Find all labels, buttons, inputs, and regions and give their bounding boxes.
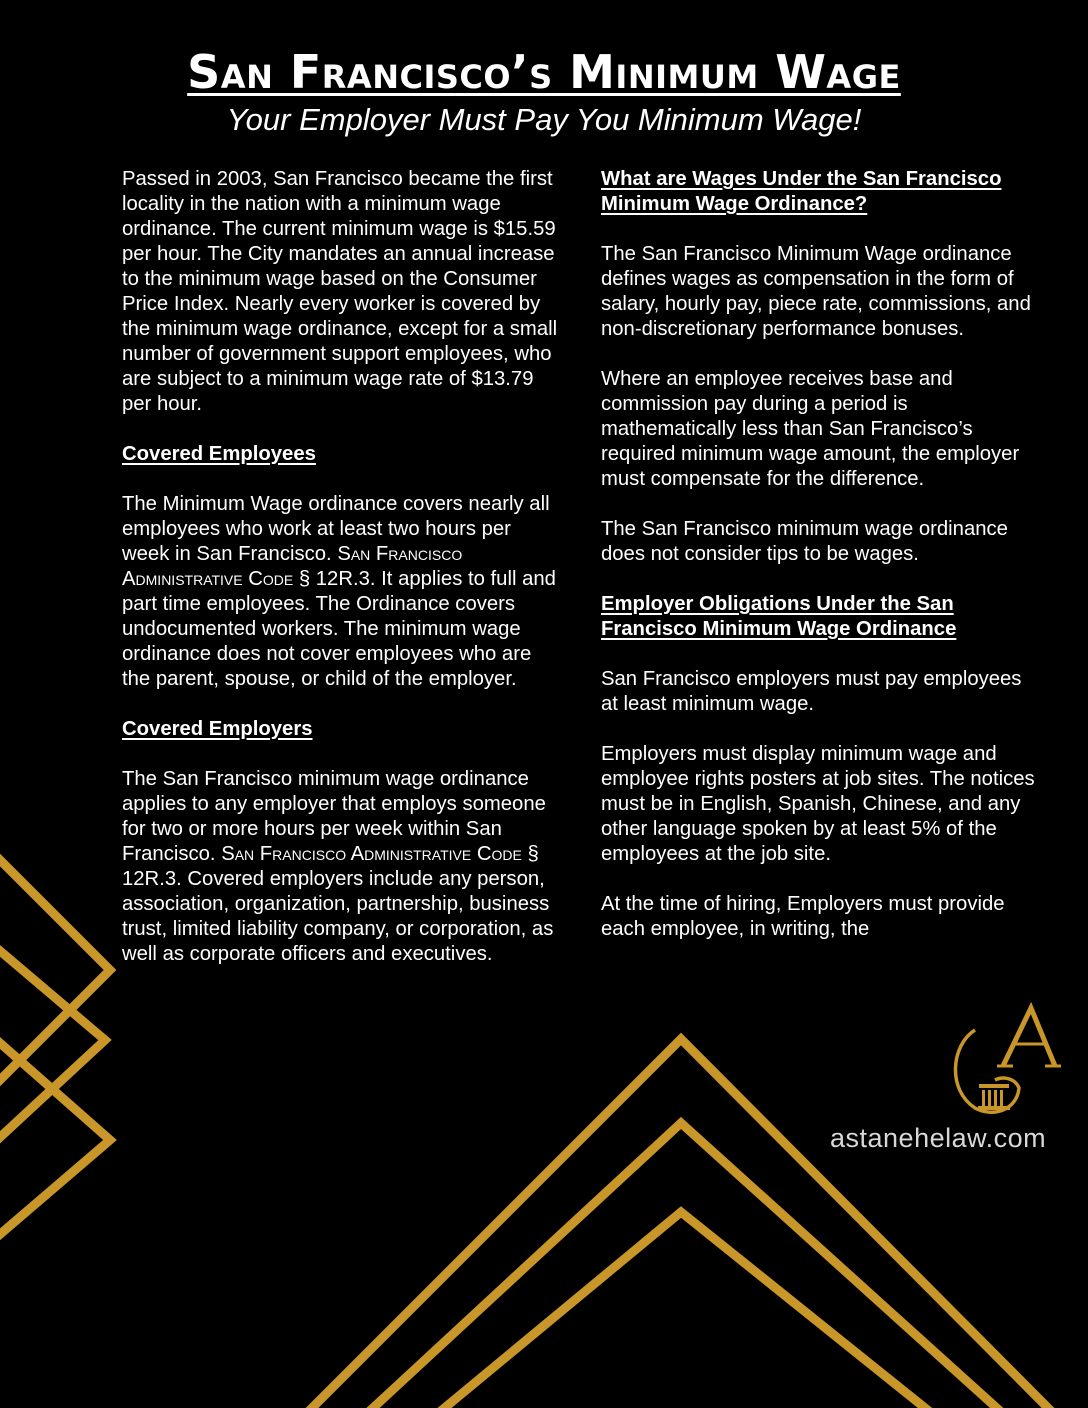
right-column <box>601 167 1041 967</box>
covered-employers-paragraph <box>122 767 562 967</box>
wages-paragraph-3: The San Francisco minimum wage ordinance does not consider tips to be wages. <box>601 518 1008 565</box>
covered-employees-heading: Covered Employees <box>122 443 316 465</box>
wages-paragraph-1: The San Francisco Minimum Wage ordinance defines wages as compensation in the form of salary, hourly pay, piece rate, commissions, and non-discretionary performance bonuses. <box>601 243 1031 340</box>
website-link[interactable]: astanehelaw.com <box>830 1123 1047 1153</box>
page-subtitle: Your Employer Must Pay You Minimum Wage! <box>226 102 862 137</box>
obligations-heading: Employer Obligations Under the San Francisco Minimum Wage Ordinance <box>601 593 957 640</box>
wages-paragraph-2: Where an employee receives base and commission pay during a period is mathematically less than San Francisco’s required minimum wage amount, the employer must compensate for the difference. <box>601 368 1020 490</box>
covered-employees-citation: San Francisco Administrative Code § 12R.3. <box>122 543 463 590</box>
covered-employers-heading: Covered Employers <box>122 718 313 740</box>
ga-pillar-logo-icon <box>945 1000 1063 1120</box>
wages-heading: What are Wages Under the San Francisco Minimum Wage Ordinance? <box>601 168 1002 215</box>
left-column <box>122 167 562 992</box>
covered-employers-citation: San Francisco Administrative Code § 12R.3. <box>122 843 539 890</box>
covered-employees-text: The Minimum Wage ordinance covers nearly all employees who work at least two hours per week in San Francisco. <box>122 493 550 565</box>
obligations-paragraph-1: San Francisco employers must pay employees at least minimum wage. <box>601 668 1022 715</box>
page-title: San Francisco’s Minimum Wage <box>187 45 901 99</box>
covered-employees-text-cont: It applies to full and part time employees. The Ordinance covers undocumented workers. The minimum wage ordinance does not cover employees who are the parent, spouse, or child of the employer. <box>122 568 556 690</box>
covered-employers-text-cont: Covered employers include any person, association, organization, partnership, business trust, limited liability company, or corporation, as well as corporate officers and executives. <box>122 868 554 965</box>
obligations-paragraph-2: Employers must display minimum wage and employee rights posters at job sites. The notices must be in English, Spanish, Chinese, and any other language spoken by at least 5% of the employees at the job site. <box>601 743 1035 865</box>
obligations-paragraph-3: At the time of hiring, Employers must provide each employee, in writing, the <box>601 893 1005 940</box>
covered-employers-text: The San Francisco minimum wage ordinance applies to any employer that employs someone for two or more hours per week within San Francisco. <box>122 768 546 865</box>
intro-paragraph: Passed in 2003, San Francisco became the first locality in the nation with a minimum wage ordinance. The current minimum wage is $15.59 per hour. The City mandates an annual increase to the minimum wage based on the Consumer Price Index. Nearly every worker is covered by the minimum wage ordinance, except for a small number of government support employees, who are subject to a minimum wage rate of $13.79 per hour. <box>122 168 558 415</box>
covered-employees-paragraph <box>122 492 562 692</box>
